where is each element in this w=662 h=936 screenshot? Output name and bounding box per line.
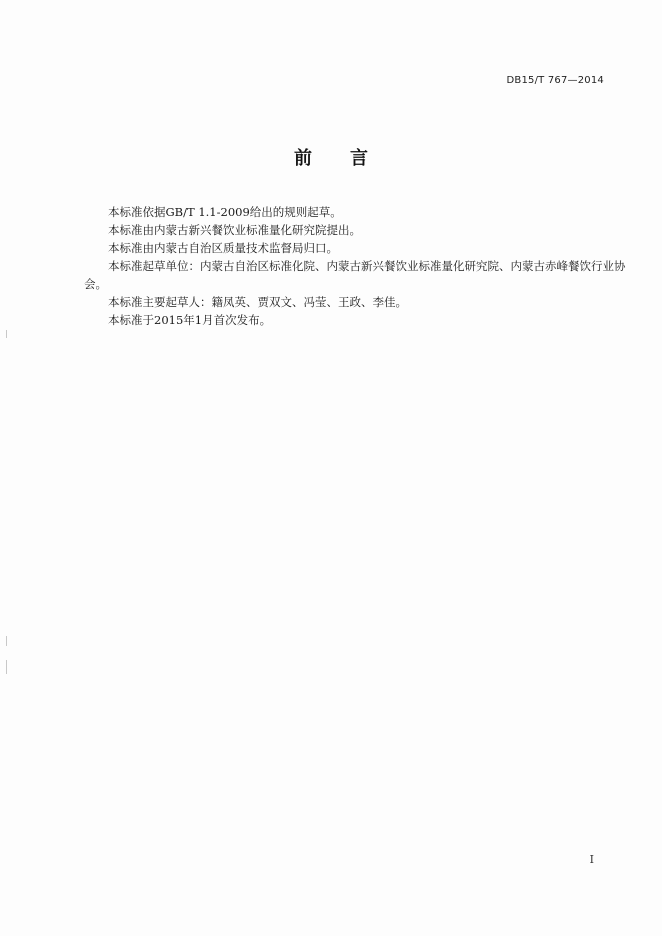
paragraph-centralized-unit: 本标准由内蒙古自治区质量技术监督局归口。 (108, 241, 338, 255)
document-code: DB15/T 767—2014 (506, 75, 604, 86)
paragraph-drafting-units: 本标准起草单位：内蒙古自治区标准化院、内蒙古新兴餐饮业标准量化研究院、内蒙古赤峰餐饮行业协会。 (84, 259, 626, 291)
paragraph-drafting-rules: 本标准依据GB/T 1.1-2009给出的规则起草。 (108, 205, 342, 219)
foreword-body (84, 203, 634, 329)
title-char-1: 前 (294, 148, 312, 169)
paragraph-drafters: 本标准主要起草人：籍凤英、贾双文、冯莹、王政、李佳。 (108, 295, 407, 309)
scan-artifact (6, 660, 7, 674)
paragraph-proposer: 本标准由内蒙古新兴餐饮业标准量化研究院提出。 (108, 223, 361, 237)
page-number: I (589, 853, 594, 866)
scan-artifact (6, 330, 7, 338)
paragraph-release: 本标准于2015年1月首次发布。 (108, 313, 272, 327)
title-char-2: 言 (350, 148, 368, 169)
scan-artifact (6, 636, 7, 646)
page-title (0, 144, 662, 170)
